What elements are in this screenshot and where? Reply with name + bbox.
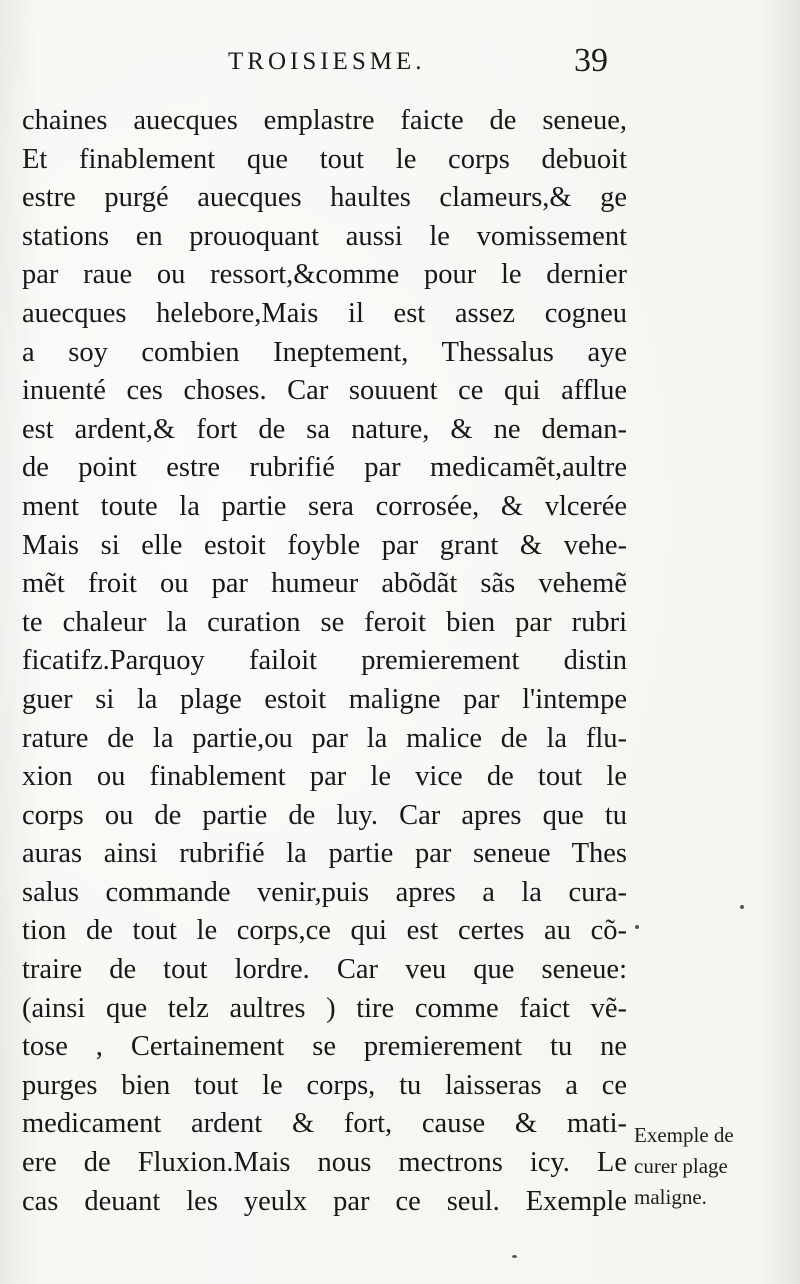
text-line: est ardent,& fort de sa nature, & ne deman- [22, 413, 627, 445]
text-line: auras ainsi rubrifié la partie par seneue Thes [22, 838, 627, 870]
marginal-note [634, 1120, 784, 1213]
text-line: a soy combien Ineptement, Thessalus aye [22, 336, 627, 368]
text-line: tose , Certainement se premierement tu ne [22, 1031, 627, 1063]
text-line: tion de tout le corps,ce qui est certes au cõ- [22, 915, 627, 947]
text-line: stations en prouoquant aussi le vomissement [22, 220, 627, 252]
text-line: rature de la partie,ou par la malice de la flu- [22, 722, 627, 754]
text-line: guer si la plage estoit maligne par l'intempe [22, 683, 627, 715]
text-line: mẽt froit ou par humeur abõdãt sãs vehemẽ [22, 568, 627, 600]
text-line: medicament ardent & fort, cause & mati- [22, 1108, 627, 1140]
body-text [22, 102, 627, 1221]
text-line: Mais si elle estoit foyble par grant & vehe- [22, 529, 627, 561]
text-line: ere de Fluxion.Mais nous mectrons icy. Le [22, 1147, 627, 1179]
text-line: ficatifz.Parquoy failoit premierement distin [22, 645, 627, 677]
ink-speck [740, 905, 744, 909]
text-line: estre purgé auecques haultes clameurs,& ge [22, 182, 627, 214]
text-line: xion ou finablement par le vice de tout le [22, 761, 627, 793]
text-line: ment toute la partie sera corrosée, & vlcerée [22, 490, 627, 522]
text-line: salus commande venir,puis apres a la cura- [22, 876, 627, 908]
text-line: Et finablement que tout le corps debuoit [22, 143, 627, 175]
text-line: par raue ou ressort,&comme pour le dernier [22, 259, 627, 291]
text-line: de point estre rubrifié par medicamẽt,aultre [22, 452, 627, 484]
text-line: auecques helebore,Mais il est assez cogneu [22, 297, 627, 329]
running-head [228, 42, 608, 82]
text-line: corps ou de partie de luy. Car apres que tu [22, 799, 627, 831]
running-head-title: TROISIESME. [228, 48, 426, 75]
marginal-note-line: curer plage [634, 1154, 728, 1178]
marginal-note-line: maligne. [634, 1185, 707, 1209]
text-line: traire de tout lordre. Car veu que seneue: [22, 954, 627, 986]
text-line: purges bien tout le corps, tu laisseras a ce [22, 1069, 627, 1101]
text-line: te chaleur la curation se feroit bien par rubri [22, 606, 627, 638]
marginal-note-line: Exemple de [634, 1123, 734, 1147]
text-line: cas deuant les yeulx par ce seul. Exemple [22, 1185, 627, 1217]
ink-speck [635, 925, 639, 929]
text-line: inuenté ces choses. Car souuent ce qui afflue [22, 375, 627, 407]
text-line: (ainsi que telz aultres ) tire comme faict vẽ- [22, 992, 627, 1024]
page-number: 39 [574, 42, 608, 79]
ink-speck [512, 1255, 517, 1258]
text-line: chaines auecques emplastre faicte de seneue, [22, 105, 627, 136]
